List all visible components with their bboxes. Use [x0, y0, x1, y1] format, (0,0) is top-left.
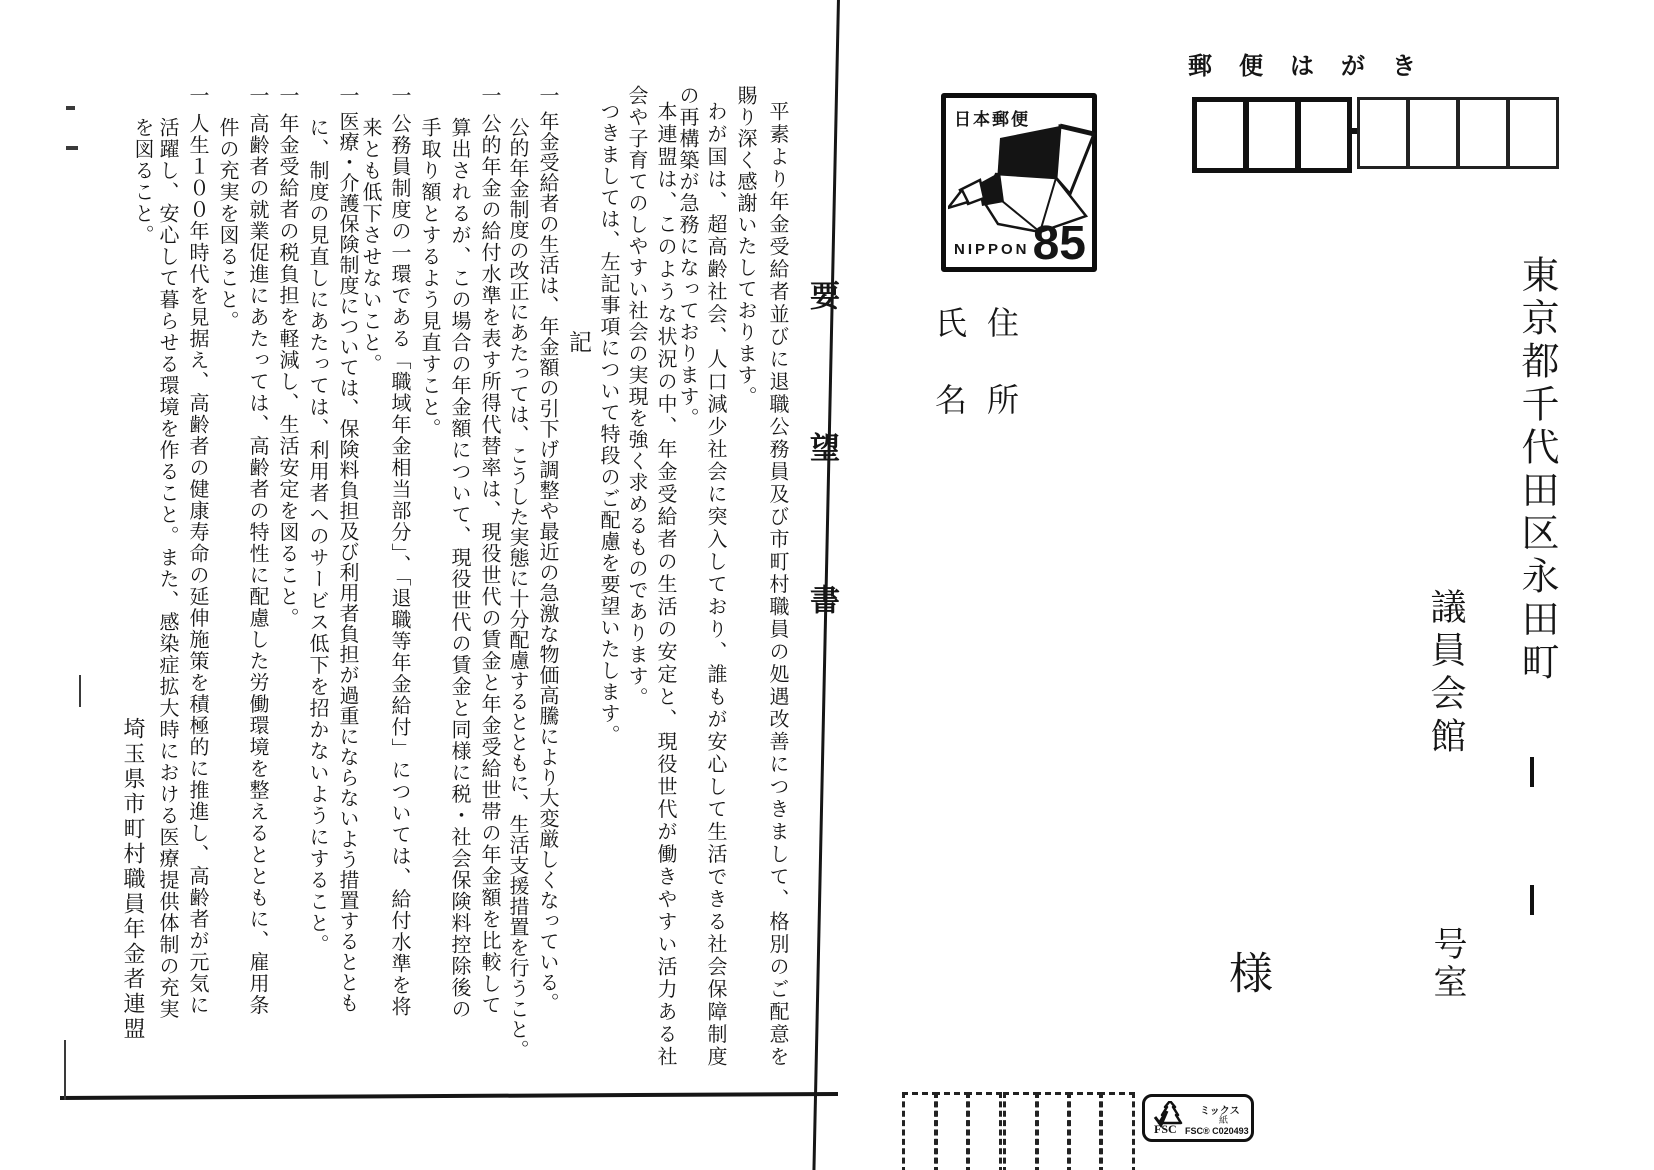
- postage-stamp: [941, 93, 1097, 272]
- stamp-issuer-label: 日本郵便: [954, 110, 1030, 129]
- recipient-address-line: 東京都千代田区永田町: [1515, 255, 1557, 685]
- address-field-label: 住所: [983, 306, 1019, 460]
- sender-postal-code-cell: [1035, 1092, 1071, 1170]
- letter-line: 平素より年金受給者並びに退職公務員及び市町村職員の処遇改善につきまして、格別のご配意を: [766, 101, 788, 1069]
- letter-line: 公的年金制度の改正にあたっては、こうした実態に十分配慮するとともに、生活支援措置を行うこと。: [506, 117, 528, 1060]
- scan-artifact: [66, 106, 75, 110]
- fsc-brand-text: FSC: [1154, 1122, 1177, 1136]
- letter-line: 記: [566, 330, 591, 353]
- letter-line: 会や子育てのしやすい社会の実現を強く求めるものであります。: [625, 85, 647, 709]
- fsc-paper-type-line2: 紙: [1219, 1115, 1229, 1125]
- postal-code-box: [1296, 97, 1352, 173]
- letter-line: 件の充実を図ること。: [216, 117, 238, 332]
- letter-line: 一 高齢者の就業促進にあたっては、高齢者の特性に配慮した労働環境を整えるとともに、雇用条: [246, 85, 268, 1016]
- letter-line: 活躍し、安心して暮らせる環境を作ること。また、感染症拡大時における医療提供体制の充実: [156, 117, 178, 1020]
- letter-line: わが国は、超高齢社会、人口減少社会に突入しており、誰もが安心して生活できる社会保障制度: [704, 101, 726, 1069]
- sender-postal-code-cell: [934, 1092, 970, 1170]
- sender-postal-code-cell: [966, 1092, 1002, 1170]
- letter-line: 本連盟は、このような状況の中、年金受給者の生活の安定と、現役世代が働きやすい活力ある社: [654, 101, 676, 1069]
- letter-line: 一 年金受給者の生活は、年金額の引下げ調整や最近の急激な物価高騰により大変厳しくなっている。: [536, 85, 558, 1013]
- fsc-certification-label: [1142, 1094, 1254, 1142]
- postcard-header-label: 郵便はがき: [1188, 53, 1443, 80]
- postal-code-box: [1357, 97, 1409, 169]
- letter-line: の再構築が急務になっております。: [676, 85, 698, 429]
- letter-line: 埼玉県市町村職員年金者連盟: [121, 717, 146, 1042]
- letter-line: を図ること。: [131, 117, 153, 246]
- postal-code-box: [1407, 97, 1459, 169]
- fsc-cert-code: FSC® C020493: [1185, 1126, 1249, 1136]
- scan-artifact: [64, 1040, 66, 1100]
- letter-title: 要望書: [805, 280, 838, 736]
- address-blank-dash: [1530, 885, 1534, 915]
- letter-line: 一 医療・介護保険制度については、保険料負担及び利用者負担が過重にならないよう措置するととも: [336, 85, 358, 1013]
- postal-code-box: [1192, 97, 1248, 173]
- fsc-paper-type-line1: ミックス: [1200, 1106, 1240, 1117]
- stamp-value: 85: [1032, 217, 1086, 270]
- stamp-country-label: NIPPON: [954, 241, 1030, 258]
- letter-line: 一 公務員制度の一環である「職域年金相当部分」、「退職等年金給付」については、給付水準を将: [388, 85, 410, 1018]
- recipient-room-suffix: 号室: [1428, 926, 1465, 1002]
- letter-line: 算出されるが、この場合の年金額について、現役世代の賃金と同様に税・社会保険料控除後の: [448, 117, 470, 1020]
- letter-line: 一 公的年金の給付水準を表す所得代替率は、現役世代の賃金と年金受給世帯の年金額を比較して: [478, 85, 500, 1016]
- sender-postal-code-cell: [1067, 1092, 1103, 1170]
- postal-code-box: [1507, 97, 1559, 169]
- letter-line: つきましては、左記事項について特段のご配慮を要望いたします。: [597, 101, 619, 746]
- letter-line: 一 人生１００年時代を見据え、高齢者の健康寿命の延伸施策を積極的に推進し、高齢者が元気に: [186, 85, 208, 1016]
- letter-line: に、制度の見直しにあたっては、利用者へのサービス低下を招かないようにすること。: [306, 117, 328, 956]
- name-field-label: 氏名: [931, 306, 967, 460]
- recipient-honorific: 様: [1222, 950, 1271, 994]
- postal-code-box: [1457, 97, 1509, 169]
- letter-line: 賜り深く感謝いたしております。: [734, 85, 756, 408]
- sender-postal-code-cell: [1003, 1092, 1039, 1170]
- letter-line: 手取り額とするよう見直すこと。: [418, 117, 440, 440]
- scan-artifact: [66, 146, 78, 150]
- postal-code-hyphen: [1348, 128, 1357, 134]
- letter-line: 一 年金受給者の税負担を軽減し、生活安定を図ること。: [276, 85, 298, 629]
- scan-artifact: [79, 675, 81, 707]
- address-blank-dash: [1530, 757, 1534, 787]
- left-page-bottom-rule: [60, 1092, 838, 1100]
- recipient-building: 議員会館: [1426, 588, 1466, 760]
- sender-postal-code-cell: [1099, 1092, 1135, 1170]
- sender-postal-code-cell: [902, 1092, 938, 1170]
- letter-line: 来とも低下させないこと。: [359, 117, 381, 375]
- postal-code-box: [1244, 97, 1300, 173]
